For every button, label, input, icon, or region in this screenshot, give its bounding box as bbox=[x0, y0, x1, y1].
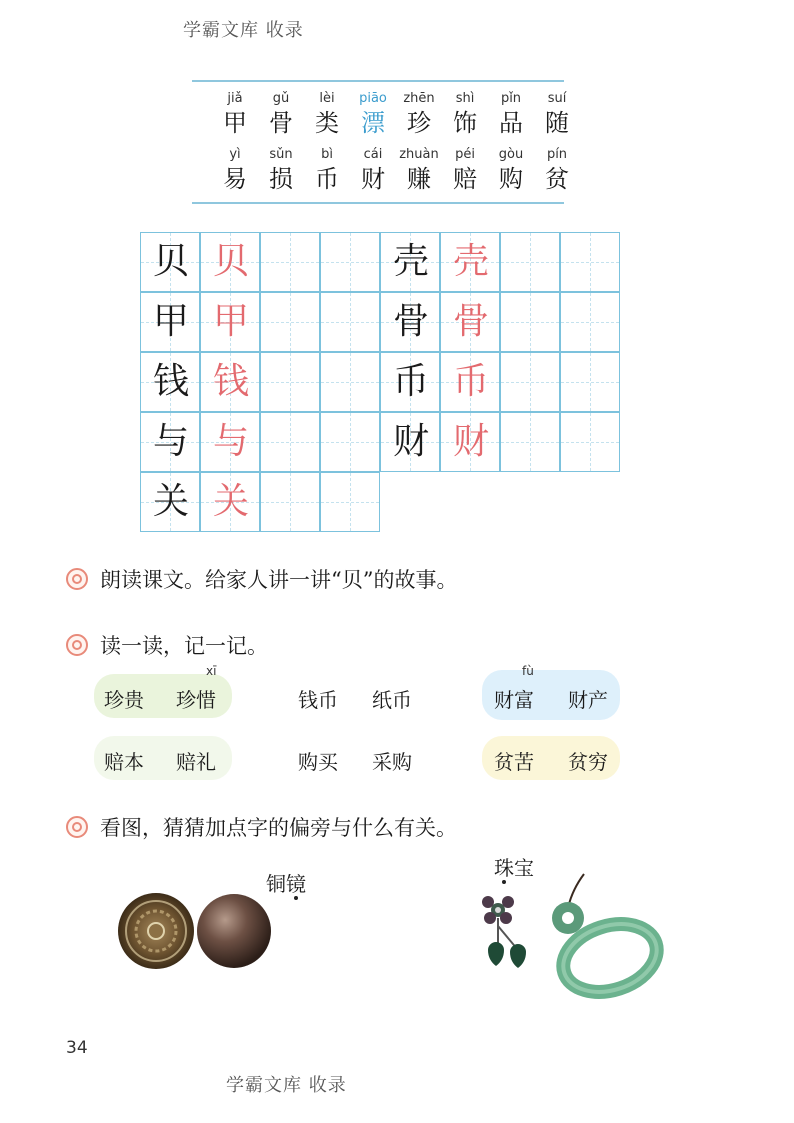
emphasis-dot bbox=[294, 896, 298, 900]
pinyin-character bbox=[396, 146, 442, 194]
grid-cell bbox=[140, 472, 200, 532]
pinyin-character bbox=[488, 90, 534, 138]
pinyin-text: gòu bbox=[498, 147, 524, 162]
word-qianbi: 钱币 bbox=[298, 688, 338, 712]
word-caigou: 采购 bbox=[372, 750, 412, 774]
word-goumai: 购买 bbox=[298, 750, 338, 774]
grid-cell bbox=[320, 412, 380, 472]
grid-cell bbox=[260, 352, 320, 412]
trace-character: 与 bbox=[212, 421, 249, 462]
hanzi-text: 随 bbox=[545, 109, 569, 137]
exercise-bullet-icon bbox=[66, 634, 88, 656]
model-character: 币 bbox=[392, 361, 429, 402]
grid-cell bbox=[500, 292, 560, 352]
trace-character: 钱 bbox=[212, 361, 249, 402]
grid-cell bbox=[560, 292, 620, 352]
trace-character: 甲 bbox=[212, 301, 249, 342]
model-character: 贝 bbox=[152, 241, 189, 282]
page-number: 34 bbox=[66, 1038, 88, 1058]
grid-cell bbox=[560, 232, 620, 292]
pinyin-text: zhēn bbox=[403, 91, 435, 106]
pinyin-character bbox=[350, 90, 396, 138]
pinyin-text: cái bbox=[363, 147, 383, 162]
grid-cell bbox=[200, 352, 260, 412]
ruby-fu: fù bbox=[522, 664, 534, 678]
word-peiben: 赔本 bbox=[104, 750, 144, 774]
word-caichan: 财产 bbox=[568, 688, 608, 712]
model-character: 与 bbox=[152, 421, 189, 462]
exercise-3 bbox=[66, 812, 457, 842]
grid-cell bbox=[440, 352, 500, 412]
hanzi-text: 赔 bbox=[453, 165, 477, 193]
exercise-2-text: 读一读，记一记。 bbox=[100, 634, 268, 658]
grid-cell bbox=[140, 292, 200, 352]
model-character: 壳 bbox=[392, 241, 429, 282]
exercise-1-text: 朗读课文。给家人讲一讲“贝”的故事。 bbox=[100, 568, 458, 592]
grid-cell bbox=[320, 232, 380, 292]
hanzi-text: 骨 bbox=[269, 109, 293, 137]
hanzi-text: 财 bbox=[361, 165, 385, 193]
hanzi-text: 类 bbox=[315, 109, 339, 137]
grid-cell bbox=[200, 412, 260, 472]
pinyin-character bbox=[396, 90, 442, 138]
pinyin-character bbox=[350, 146, 396, 194]
bronze-mirror-image bbox=[116, 890, 276, 972]
grid-cell bbox=[560, 412, 620, 472]
hanzi-text: 易 bbox=[223, 165, 247, 193]
grid-cell bbox=[320, 472, 380, 532]
label-zhubao-text: 珠宝 bbox=[494, 856, 534, 880]
character-writing-grid bbox=[140, 232, 620, 536]
model-character: 甲 bbox=[152, 301, 189, 342]
trace-character: 骨 bbox=[452, 301, 489, 342]
trace-character: 币 bbox=[452, 361, 489, 402]
pinyin-character bbox=[488, 146, 534, 194]
grid-cell bbox=[500, 352, 560, 412]
exercise-3-text: 看图，猜猜加点字的偏旁与什么有关。 bbox=[100, 816, 457, 840]
pinyin-text: jiǎ bbox=[227, 91, 243, 106]
pinyin-text: piāo bbox=[359, 91, 387, 106]
word-zhenxi bbox=[176, 664, 217, 713]
hanzi-text: 贫 bbox=[545, 165, 569, 193]
pinyin-character bbox=[212, 90, 258, 138]
hanzi-text: 币 bbox=[315, 165, 339, 193]
grid-cell bbox=[500, 232, 560, 292]
watermark-bottom: 学霸文库 收录 bbox=[226, 1075, 347, 1096]
pinyin-character bbox=[442, 90, 488, 138]
label-tongjing-text: 铜镜 bbox=[266, 872, 306, 896]
grid-cell bbox=[380, 412, 440, 472]
trace-character: 贝 bbox=[212, 241, 249, 282]
exercise-2 bbox=[66, 630, 268, 660]
pinyin-text: gǔ bbox=[272, 91, 290, 106]
pinyin-character bbox=[258, 90, 304, 138]
watermark-top: 学霸文库 收录 bbox=[183, 20, 304, 41]
ruby-xi: xī bbox=[206, 664, 217, 678]
pinyin-character bbox=[534, 146, 580, 194]
pinyin-text: yì bbox=[229, 147, 241, 162]
pinyin-character bbox=[258, 146, 304, 194]
grid-cell bbox=[260, 292, 320, 352]
word-caifu bbox=[494, 664, 534, 713]
trace-character: 关 bbox=[212, 481, 249, 522]
grid-cell bbox=[380, 292, 440, 352]
pinyin-box-top-rule bbox=[192, 80, 564, 82]
grid-cell bbox=[440, 292, 500, 352]
grid-cell bbox=[200, 292, 260, 352]
hanzi-text: 品 bbox=[499, 109, 523, 137]
pinyin-text: lèi bbox=[319, 91, 335, 106]
exercise-1 bbox=[66, 564, 457, 594]
pinyin-text: zhuàn bbox=[399, 147, 439, 162]
grid-cell bbox=[320, 292, 380, 352]
hanzi-text: 珍 bbox=[407, 109, 431, 137]
grid-cell bbox=[140, 352, 200, 412]
hanzi-text: 购 bbox=[499, 165, 523, 193]
pinyin-text: sǔn bbox=[269, 147, 293, 162]
pinyin-character bbox=[304, 146, 350, 194]
trace-character: 壳 bbox=[452, 241, 489, 282]
grid-cell bbox=[260, 232, 320, 292]
grid-cell bbox=[440, 232, 500, 292]
pinyin-text: pǐn bbox=[500, 91, 522, 106]
grid-cell bbox=[380, 232, 440, 292]
grid-cell bbox=[140, 412, 200, 472]
model-character: 骨 bbox=[392, 301, 429, 342]
model-character: 关 bbox=[152, 481, 189, 522]
pinyin-character bbox=[534, 90, 580, 138]
pinyin-text: péi bbox=[455, 147, 475, 162]
hanzi-text: 赚 bbox=[407, 165, 431, 193]
grid-cell bbox=[200, 232, 260, 292]
jade-jewelry-image bbox=[476, 870, 666, 1000]
pinyin-character bbox=[442, 146, 488, 194]
word-zhenxi-text: 珍惜 bbox=[176, 688, 216, 712]
pinyin-row-1 bbox=[212, 90, 580, 138]
hanzi-text: 损 bbox=[269, 165, 293, 193]
exercise-bullet-icon bbox=[66, 816, 88, 838]
model-character: 钱 bbox=[152, 361, 189, 402]
grid-cell bbox=[260, 472, 320, 532]
pinyin-text: bì bbox=[321, 147, 333, 162]
word-pinku: 贫苦 bbox=[494, 750, 534, 774]
grid-cell bbox=[140, 232, 200, 292]
hanzi-text: 饰 bbox=[453, 109, 477, 137]
pinyin-text: pín bbox=[546, 147, 568, 162]
hanzi-text: 漂 bbox=[361, 109, 385, 137]
word-pinqiong: 贫穷 bbox=[568, 750, 608, 774]
grid-cell bbox=[560, 352, 620, 412]
grid-cell bbox=[260, 412, 320, 472]
exercise-bullet-icon bbox=[66, 568, 88, 590]
grid-cell bbox=[320, 352, 380, 412]
word-zhibi: 纸币 bbox=[372, 688, 412, 712]
hanzi-text: 甲 bbox=[223, 109, 247, 137]
word-zhengui: 珍贵 bbox=[104, 688, 144, 712]
model-character: 财 bbox=[392, 421, 429, 462]
word-peili: 赔礼 bbox=[176, 750, 216, 774]
grid-cell bbox=[200, 472, 260, 532]
grid-cell bbox=[500, 412, 560, 472]
word-caifu-text: 财富 bbox=[494, 688, 534, 712]
pinyin-text: suí bbox=[547, 91, 567, 106]
grid-cell bbox=[440, 412, 500, 472]
grid-cell bbox=[380, 352, 440, 412]
trace-character: 财 bbox=[452, 421, 489, 462]
pinyin-row-2 bbox=[212, 146, 580, 194]
pinyin-box-bottom-rule bbox=[192, 202, 564, 204]
pinyin-text: shì bbox=[455, 91, 475, 106]
pinyin-character bbox=[212, 146, 258, 194]
pinyin-character bbox=[304, 90, 350, 138]
